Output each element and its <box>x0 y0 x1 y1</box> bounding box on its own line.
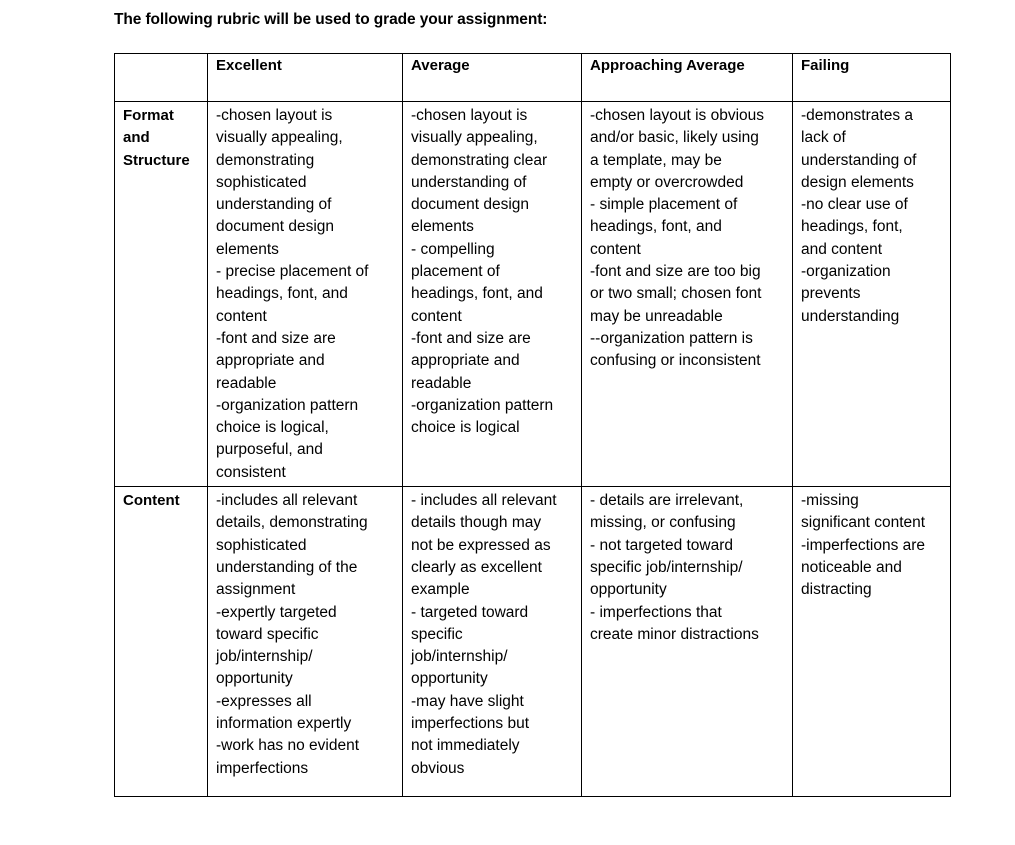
cell-text-line: headings, font, and <box>411 285 543 303</box>
cell-text-line: - details are irrelevant, <box>590 492 744 510</box>
cell-text-line: prevents <box>801 285 861 303</box>
cell-text-line: choice is logical <box>411 419 520 437</box>
cell-text-line: -font and size are <box>411 329 531 347</box>
cell-text-line: - includes all relevant <box>411 492 557 510</box>
cell-text-line: empty or overcrowded <box>590 173 744 191</box>
cell-text-line: specific <box>411 625 463 643</box>
cell-text-line: readable <box>216 374 277 392</box>
cell-text-line: consistent <box>216 463 286 481</box>
cell-text-line: visually appealing, <box>216 129 343 147</box>
cell-text-line: content <box>411 307 462 325</box>
criterion-line: Content <box>123 492 180 510</box>
cell-text-line: a template, may be <box>590 151 722 169</box>
cell-text-line: -missing <box>801 492 859 510</box>
cell-text-line: appropriate and <box>216 352 325 370</box>
cell-text-line: opportunity <box>216 670 293 688</box>
cell-text-line: and/or basic, likely using <box>590 129 759 147</box>
cell-text-line: clearly as excellent <box>411 558 542 576</box>
cell-text-line: - simple placement of <box>590 196 738 214</box>
cell-text-line: missing, or confusing <box>590 514 736 532</box>
header-cell-criterion <box>115 54 208 102</box>
cell-text-line: details, demonstrating <box>216 514 368 532</box>
cell-text-line: readable <box>411 374 472 392</box>
cell-text-line: sophisticated <box>216 536 307 554</box>
cell-text-line: imperfections <box>216 759 309 777</box>
header-cell-approaching-average: Approaching Average <box>582 54 793 102</box>
cell-text-line: job/internship/ <box>216 648 313 666</box>
cell-text-line: appropriate and <box>411 352 520 370</box>
rubric-cell-excellent <box>208 102 403 487</box>
cell-text-line: -no clear use of <box>801 196 908 214</box>
cell-text-line: example <box>411 581 470 599</box>
cell-text-line: purposeful, and <box>216 441 323 459</box>
cell-text-line: - compelling <box>411 240 495 258</box>
cell-text-line: -demonstrates a <box>801 107 913 124</box>
cell-text-line: choice is logical, <box>216 419 329 437</box>
cell-text-line: details though may <box>411 514 542 532</box>
cell-text-line: opportunity <box>411 670 488 688</box>
cell-text-line: confusing or inconsistent <box>590 352 761 370</box>
rubric-cell-average <box>403 102 582 487</box>
cell-text-line: obvious <box>411 759 465 777</box>
cell-text-line: job/internship/ <box>411 648 508 666</box>
cell-text-line: -font and size are too big <box>590 263 761 281</box>
cell-text-line: -imperfections are <box>801 536 926 554</box>
cell-text-line: specific job/internship/ <box>590 558 743 576</box>
cell-text-line: information expertly <box>216 715 352 733</box>
header-cell-excellent: Excellent <box>208 54 403 102</box>
criterion-line: Format <box>123 107 174 124</box>
cell-text-line: headings, font, <box>801 218 903 236</box>
cell-text-line: document design <box>411 196 530 214</box>
cell-text-line: toward specific <box>216 625 319 643</box>
cell-text-line: --organization pattern is <box>590 329 753 347</box>
cell-text-line: -font and size are <box>216 329 336 347</box>
rubric-cell-excellent <box>208 487 403 797</box>
cell-text-line: - not targeted toward <box>590 536 734 554</box>
cell-text-line: -chosen layout is <box>411 107 528 124</box>
cell-text-line: elements <box>411 218 474 236</box>
cell-text-line: understanding of the <box>216 558 358 576</box>
header-cell-failing: Failing <box>793 54 951 102</box>
rubric-header-row <box>115 54 951 102</box>
criterion-cell <box>115 487 208 797</box>
cell-text-line: lack of <box>801 129 846 147</box>
cell-text-line: -organization pattern <box>411 396 554 414</box>
cell-text-line: visually appealing, <box>411 129 538 147</box>
cell-text-line: elements <box>216 240 279 258</box>
rubric-row-format-structure <box>115 102 951 487</box>
rubric-cell-failing <box>793 487 951 797</box>
cell-text-line: design elements <box>801 173 914 191</box>
cell-text-line: content <box>590 240 641 258</box>
cell-text-line: content <box>216 307 267 325</box>
cell-text-line: understanding <box>801 307 900 325</box>
cell-text-line: assignment <box>216 581 296 599</box>
rubric-cell-average <box>403 487 582 797</box>
cell-text-line: opportunity <box>590 581 667 599</box>
cell-text-line: sophisticated <box>216 173 307 191</box>
cell-text-line: -chosen layout is obvious <box>590 107 765 124</box>
cell-text-line: -expresses all <box>216 692 312 710</box>
cell-text-line: - precise placement of <box>216 263 369 281</box>
rubric-cell-approaching-average <box>582 487 793 797</box>
cell-text-line: - imperfections that <box>590 603 722 621</box>
cell-text-line: not be expressed as <box>411 536 551 554</box>
header-cell-average: Average <box>403 54 582 102</box>
criterion-line: Structure <box>123 151 190 169</box>
cell-text-line: demonstrating <box>216 151 315 169</box>
cell-text-line: noticeable and <box>801 558 902 576</box>
rubric-row-content <box>115 487 951 797</box>
cell-text-line: imperfections but <box>411 715 530 733</box>
cell-text-line: -organization <box>801 263 891 281</box>
cell-text-line: -may have slight <box>411 692 524 710</box>
cell-text-line: -work has no evident <box>216 737 360 755</box>
rubric-table <box>114 53 951 797</box>
rubric-intro-heading: The following rubric will be used to grade your assignment: <box>114 11 548 28</box>
cell-text-line: create minor distractions <box>590 625 759 643</box>
cell-text-line: -chosen layout is <box>216 107 333 124</box>
cell-text-line: placement of <box>411 263 500 281</box>
cell-text-line: and content <box>801 240 883 258</box>
cell-text-line: distracting <box>801 581 872 599</box>
cell-text-line: headings, font, and <box>590 218 722 236</box>
cell-text-line: understanding of <box>216 196 332 214</box>
criterion-cell <box>115 102 208 487</box>
cell-text-line: may be unreadable <box>590 307 723 325</box>
cell-text-line: headings, font, and <box>216 285 348 303</box>
cell-text-line: document design <box>216 218 335 236</box>
cell-text-line: understanding of <box>411 173 527 191</box>
cell-text-line: - targeted toward <box>411 603 529 621</box>
rubric-cell-failing <box>793 102 951 487</box>
cell-text-line: -organization pattern <box>216 396 359 414</box>
cell-text-line: -expertly targeted <box>216 603 337 621</box>
cell-text-line: not immediately <box>411 737 520 755</box>
cell-text-line: demonstrating clear <box>411 151 548 169</box>
cell-text-line: or two small; chosen font <box>590 285 762 303</box>
rubric-cell-approaching-average <box>582 102 793 487</box>
cell-text-line: understanding of <box>801 151 917 169</box>
cell-text-line: -includes all relevant <box>216 492 358 510</box>
cell-text-line: significant content <box>801 514 926 532</box>
criterion-line: and <box>123 129 150 147</box>
